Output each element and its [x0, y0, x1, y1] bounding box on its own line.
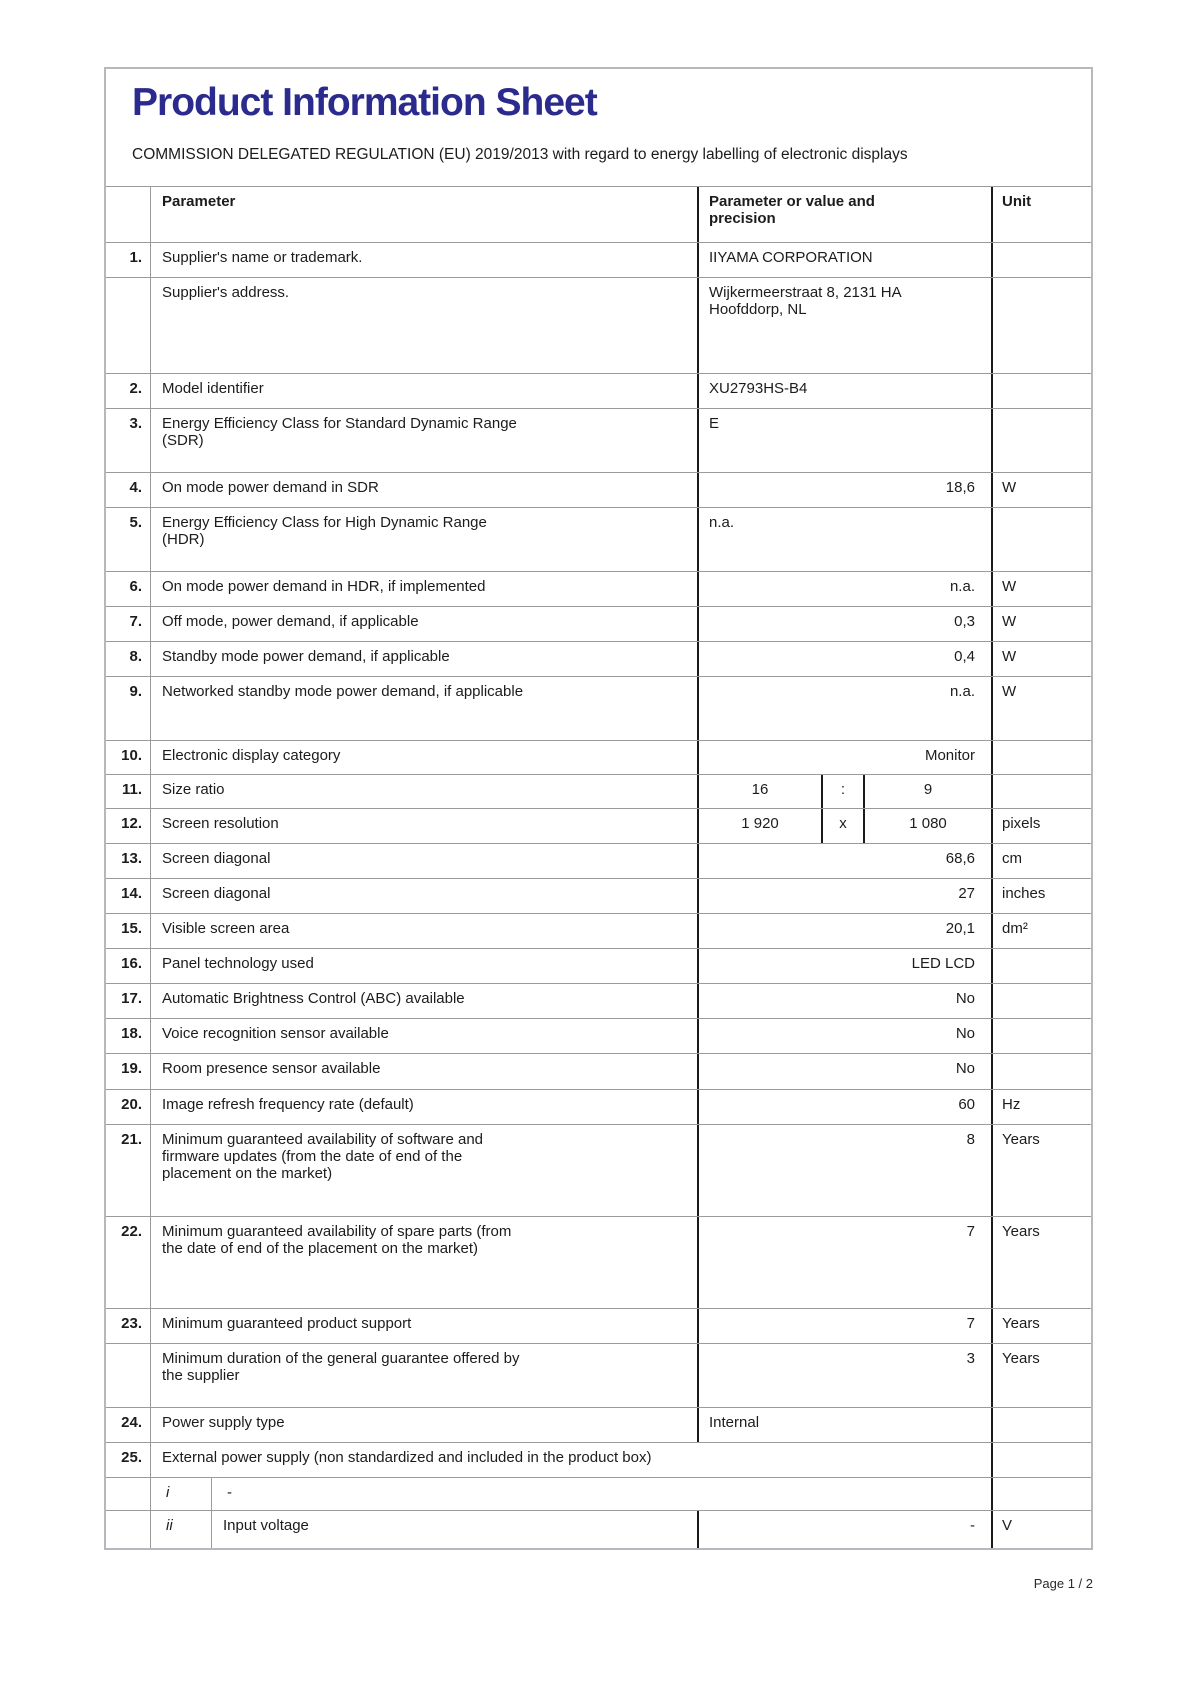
row-number-text: 20.: [121, 1095, 142, 1113]
row-number: [106, 1090, 151, 1124]
parameter-cell: [151, 374, 697, 408]
unit-cell-text: Years: [1002, 1222, 1040, 1240]
table-row: [106, 571, 1091, 606]
unit-cell-text: pixels: [1002, 814, 1041, 832]
table-row: [106, 606, 1091, 641]
row-number-text: 10.: [121, 746, 142, 764]
row-number-text: 12.: [121, 814, 142, 832]
table-row: [106, 808, 1091, 843]
unit-cell-text: Years: [1002, 1349, 1040, 1367]
parameter-cell: [151, 1090, 697, 1124]
unit-cell: [993, 1090, 1091, 1124]
unit-cell: [993, 572, 1091, 606]
row-number: [106, 741, 151, 774]
row-number: [106, 1511, 151, 1548]
row-number: [106, 278, 151, 373]
value-cell: [697, 409, 993, 472]
row-number: [106, 984, 151, 1018]
parameter-cell: [151, 984, 697, 1018]
value-cell: [697, 1054, 993, 1089]
value-cell-text: 8: [966, 1130, 975, 1148]
table-row: [106, 373, 1091, 408]
unit-cell: [993, 741, 1091, 774]
header-parameter-cell: [151, 187, 697, 242]
unit-cell: [993, 1054, 1091, 1089]
parameter-cell-text: Supplier's address.: [162, 283, 290, 301]
parameter-cell: [212, 1478, 993, 1510]
header-value-cell: [697, 187, 993, 242]
row-subnumber-text: i: [166, 1483, 170, 1501]
parameter-cell-text: Input voltage: [223, 1516, 309, 1534]
row-number: [106, 1125, 151, 1216]
row-number: [106, 642, 151, 676]
row-number: [106, 409, 151, 472]
product-info-table: [106, 186, 1091, 1548]
table-row: [106, 1343, 1091, 1407]
table-row: [106, 1510, 1091, 1548]
unit-cell-text: Years: [1002, 1314, 1040, 1332]
row-number: [106, 1054, 151, 1089]
unit-cell: [993, 642, 1091, 676]
table-row: [106, 948, 1091, 983]
value-cell-text: 20,1: [945, 919, 975, 937]
parameter-cell: [151, 741, 697, 774]
unit-cell: [993, 243, 1091, 277]
row-number: [106, 914, 151, 948]
table-row: [106, 1308, 1091, 1343]
parameter-cell-text: Off mode, power demand, if applicable: [162, 612, 419, 630]
row-number-text: 2.: [129, 379, 142, 397]
row-number: [106, 1217, 151, 1308]
parameter-cell: [151, 607, 697, 641]
page-number: Page 1 / 2: [1033, 1576, 1093, 1591]
value-cell-text: n.a.: [949, 577, 975, 595]
value-cell-text: 0,4: [954, 647, 975, 665]
table-row: [106, 878, 1091, 913]
value-cell-text: Internal: [709, 1413, 760, 1431]
row-number-text: 19.: [121, 1059, 142, 1077]
value-cell: [697, 1408, 993, 1442]
row-number-text: 17.: [121, 989, 142, 1007]
parameter-cell: [151, 1217, 697, 1308]
table-row: [106, 472, 1091, 507]
value-cell: [697, 984, 993, 1018]
value-cell: [697, 278, 993, 373]
unit-cell: [993, 1344, 1091, 1407]
value-cell: [697, 879, 993, 913]
value-sub-cell: :: [821, 775, 865, 808]
parameter-cell: [151, 278, 697, 373]
value-sub-cell: 1 080: [909, 814, 947, 832]
value-sub-cell: 1 920: [741, 814, 779, 832]
value-cell: [697, 1090, 993, 1124]
value-cell-text: LED LCD: [911, 954, 975, 972]
row-number: [106, 374, 151, 408]
parameter-cell: [212, 1511, 697, 1548]
value-cell: [697, 508, 993, 571]
value-cell-text: n.a.: [949, 682, 975, 700]
parameter-cell: [151, 508, 697, 571]
table-row: [106, 740, 1091, 774]
parameter-cell: [151, 949, 697, 983]
parameter-cell-text: On mode power demand in HDR, if implemented: [162, 577, 486, 595]
row-number: [106, 1344, 151, 1407]
value-cell: [697, 572, 993, 606]
table-row: [106, 1089, 1091, 1124]
row-number-text: 9.: [129, 682, 142, 700]
unit-cell: [993, 1309, 1091, 1343]
table-row: [106, 408, 1091, 472]
parameter-cell: [151, 1054, 697, 1089]
row-number: [106, 1019, 151, 1053]
row-number-text: 14.: [121, 884, 142, 902]
value-cell: [697, 741, 993, 774]
row-number-text: 1.: [129, 248, 142, 266]
header-parameter-label: Parameter: [162, 192, 236, 210]
header-number-cell: [106, 187, 151, 242]
document-page: [104, 67, 1093, 1550]
value-cell: [697, 949, 993, 983]
table-row: [106, 1018, 1091, 1053]
value-cell-text: Monitor: [924, 746, 975, 764]
unit-cell-text: Years: [1002, 1130, 1040, 1148]
parameter-cell-text: On mode power demand in SDR: [162, 478, 379, 496]
value-sub-cell: x: [821, 809, 865, 843]
unit-cell: [993, 508, 1091, 571]
unit-cell: [993, 473, 1091, 507]
value-cell-text: 27: [958, 884, 975, 902]
parameter-cell: [151, 642, 697, 676]
row-number: [106, 1408, 151, 1442]
row-number: [106, 1478, 151, 1510]
value-cell: [697, 775, 993, 808]
value-cell-text: IIYAMA CORPORATION: [709, 248, 873, 266]
parameter-cell: [151, 844, 697, 878]
unit-cell: [993, 1478, 1091, 1510]
row-number: [106, 1309, 151, 1343]
unit-cell: [993, 1443, 1091, 1477]
unit-cell-text: W: [1002, 647, 1017, 665]
parameter-cell-text: Electronic display category: [162, 746, 341, 764]
row-number: [106, 775, 151, 808]
parameter-cell: [151, 1019, 697, 1053]
value-cell: [697, 642, 993, 676]
value-cell: [697, 243, 993, 277]
row-subnumber-text: ii: [166, 1516, 173, 1534]
parameter-cell-text: -: [227, 1483, 232, 1501]
value-cell-text: E: [709, 414, 720, 432]
unit-cell: [993, 409, 1091, 472]
row-number: [106, 572, 151, 606]
unit-cell: [993, 1511, 1091, 1548]
parameter-cell-text: External power supply (non standardized and included in the product box): [162, 1448, 652, 1466]
parameter-cell-text: Size ratio: [162, 780, 225, 798]
parameter-cell-text: Automatic Brightness Control (ABC) available: [162, 989, 465, 1007]
parameter-cell: [151, 1443, 993, 1477]
parameter-cell-text: Networked standby mode power demand, if applicable: [162, 682, 524, 700]
row-number-text: 23.: [121, 1314, 142, 1332]
value-cell: [697, 374, 993, 408]
value-cell-text: 3: [966, 1349, 975, 1367]
value-cell-text: -: [970, 1516, 975, 1534]
row-number: [106, 879, 151, 913]
row-number-text: 24.: [121, 1413, 142, 1431]
table-row: [106, 1442, 1091, 1477]
row-number-text: 15.: [121, 919, 142, 937]
unit-cell: [993, 1125, 1091, 1216]
parameter-cell: [151, 572, 697, 606]
value-cell-text: 68,6: [945, 849, 975, 867]
parameter-cell-text: Energy Efficiency Class for Standard Dynamic Range (SDR): [162, 414, 517, 449]
parameter-cell-text: Power supply type: [162, 1413, 285, 1431]
value-cell-text: 0,3: [954, 612, 975, 630]
value-cell: [697, 607, 993, 641]
unit-cell: [993, 844, 1091, 878]
header-unit-label: Unit: [1002, 192, 1032, 210]
parameter-cell-text: Minimum guaranteed availability of spare parts (from the date of end of the placement on the market): [162, 1222, 512, 1257]
unit-cell: [993, 809, 1091, 843]
table-row: [106, 913, 1091, 948]
row-subnumber: [151, 1511, 212, 1548]
value-sub-cell: 9: [923, 780, 933, 798]
unit-cell: [993, 607, 1091, 641]
value-cell: [697, 1511, 993, 1548]
table-row: [106, 983, 1091, 1018]
value-cell: [697, 914, 993, 948]
unit-cell: [993, 1019, 1091, 1053]
parameter-cell: [151, 473, 697, 507]
row-number-text: 18.: [121, 1024, 142, 1042]
intro-text: COMMISSION DELEGATED REGULATION (EU) 2019/2013 with regard to energy labelling of electronic displays: [132, 146, 908, 163]
unit-cell-text: W: [1002, 577, 1017, 595]
row-subnumber: [151, 1478, 212, 1510]
parameter-cell: [151, 677, 697, 740]
table-row: [106, 1053, 1091, 1089]
row-number: [106, 809, 151, 843]
row-number-text: 4.: [129, 478, 142, 496]
parameter-cell: [151, 1408, 697, 1442]
unit-cell-text: inches: [1002, 884, 1046, 902]
parameter-cell: [151, 775, 697, 808]
value-cell: [697, 1309, 993, 1343]
table-row: [106, 277, 1091, 373]
unit-cell: [993, 984, 1091, 1018]
table-row: [106, 774, 1091, 808]
row-number: [106, 844, 151, 878]
parameter-cell-text: Minimum duration of the general guarantee offered by the supplier: [162, 1349, 520, 1384]
unit-cell: [993, 775, 1091, 808]
unit-cell-text: Hz: [1002, 1095, 1021, 1113]
value-cell-text: No: [955, 1024, 975, 1042]
table-row: [106, 1477, 1091, 1510]
parameter-cell-text: Panel technology used: [162, 954, 314, 972]
parameter-cell: [151, 879, 697, 913]
page-header-block: [106, 69, 1091, 169]
value-cell-text: XU2793HS-B4: [709, 379, 808, 397]
parameter-cell-text: Screen diagonal: [162, 849, 271, 867]
row-number: [106, 607, 151, 641]
value-cell-text: 18,6: [945, 478, 975, 496]
value-cell: [697, 677, 993, 740]
row-number-text: 16.: [121, 954, 142, 972]
unit-cell-text: W: [1002, 478, 1017, 496]
unit-cell-text: cm: [1002, 849, 1022, 867]
value-cell-text: 7: [966, 1314, 975, 1332]
parameter-cell: [151, 243, 697, 277]
row-number-text: 6.: [129, 577, 142, 595]
value-cell: [697, 809, 993, 843]
unit-cell: [993, 949, 1091, 983]
parameter-cell-text: Image refresh frequency rate (default): [162, 1095, 414, 1113]
table-row: [106, 1216, 1091, 1308]
row-number-text: 5.: [129, 513, 142, 531]
value-cell-text: 7: [966, 1222, 975, 1240]
header-unit-cell: [993, 187, 1091, 242]
parameter-cell-text: Screen diagonal: [162, 884, 271, 902]
value-cell: [697, 1019, 993, 1053]
row-number: [106, 949, 151, 983]
unit-cell: [993, 914, 1091, 948]
table-row: [106, 1407, 1091, 1442]
unit-cell: [993, 1217, 1091, 1308]
parameter-cell: [151, 1309, 697, 1343]
table-row: [106, 641, 1091, 676]
unit-cell-text: W: [1002, 612, 1017, 630]
value-cell: [697, 473, 993, 507]
table-row: [106, 1124, 1091, 1216]
parameter-cell-text: Standby mode power demand, if applicable: [162, 647, 450, 665]
parameter-cell-text: Energy Efficiency Class for High Dynamic Range (HDR): [162, 513, 487, 548]
parameter-cell-text: Screen resolution: [162, 814, 279, 832]
parameter-cell-text: Supplier's name or trademark.: [162, 248, 363, 266]
parameter-cell-text: Room presence sensor available: [162, 1059, 381, 1077]
unit-cell: [993, 879, 1091, 913]
value-cell-text: No: [955, 989, 975, 1007]
value-cell-text: Wijkermeerstraat 8, 2131 HA Hoofddorp, NL: [709, 283, 901, 318]
row-number: [106, 508, 151, 571]
row-number: [106, 243, 151, 277]
unit-cell: [993, 677, 1091, 740]
row-number-text: 13.: [121, 849, 142, 867]
value-cell-text: 60: [958, 1095, 975, 1113]
table-row: [106, 843, 1091, 878]
parameter-cell: [151, 1125, 697, 1216]
row-number-text: 25.: [121, 1448, 142, 1466]
parameter-cell-text: Minimum guaranteed availability of software and firmware updates (from the date of end of the placement on the market): [162, 1130, 483, 1182]
value-sub-cell: 16: [751, 780, 769, 798]
parameter-cell-text: Minimum guaranteed product support: [162, 1314, 412, 1332]
row-number-text: 8.: [129, 647, 142, 665]
parameter-cell: [151, 1344, 697, 1407]
unit-cell-text: W: [1002, 682, 1017, 700]
unit-cell: [993, 1408, 1091, 1442]
table-row: [106, 242, 1091, 277]
unit-cell: [993, 278, 1091, 373]
row-number-text: 21.: [121, 1130, 142, 1148]
table-row: [106, 676, 1091, 740]
value-cell: [697, 1344, 993, 1407]
table-row: [106, 507, 1091, 571]
row-number: [106, 473, 151, 507]
parameter-cell-text: Voice recognition sensor available: [162, 1024, 389, 1042]
table-header-row: [106, 186, 1091, 242]
row-number-text: 11.: [121, 780, 142, 798]
unit-cell-text: dm²: [1002, 919, 1028, 937]
row-number-text: 22.: [121, 1222, 142, 1240]
row-number: [106, 1443, 151, 1477]
value-cell-text: n.a.: [709, 513, 735, 531]
value-cell: [697, 1217, 993, 1308]
value-cell-text: No: [955, 1059, 975, 1077]
parameter-cell: [151, 809, 697, 843]
unit-cell: [993, 374, 1091, 408]
value-cell: [697, 1125, 993, 1216]
page-title: Product Information Sheet: [132, 81, 597, 124]
header-value-label: Parameter or value and precision: [709, 192, 875, 227]
parameter-cell-text: Model identifier: [162, 379, 264, 397]
parameter-cell-text: Visible screen area: [162, 919, 290, 937]
parameter-cell: [151, 914, 697, 948]
value-cell: [697, 844, 993, 878]
unit-cell-text: V: [1002, 1516, 1013, 1534]
row-number-text: 3.: [129, 414, 142, 432]
row-number-text: 7.: [129, 612, 142, 630]
parameter-cell: [151, 409, 697, 472]
row-number: [106, 677, 151, 740]
